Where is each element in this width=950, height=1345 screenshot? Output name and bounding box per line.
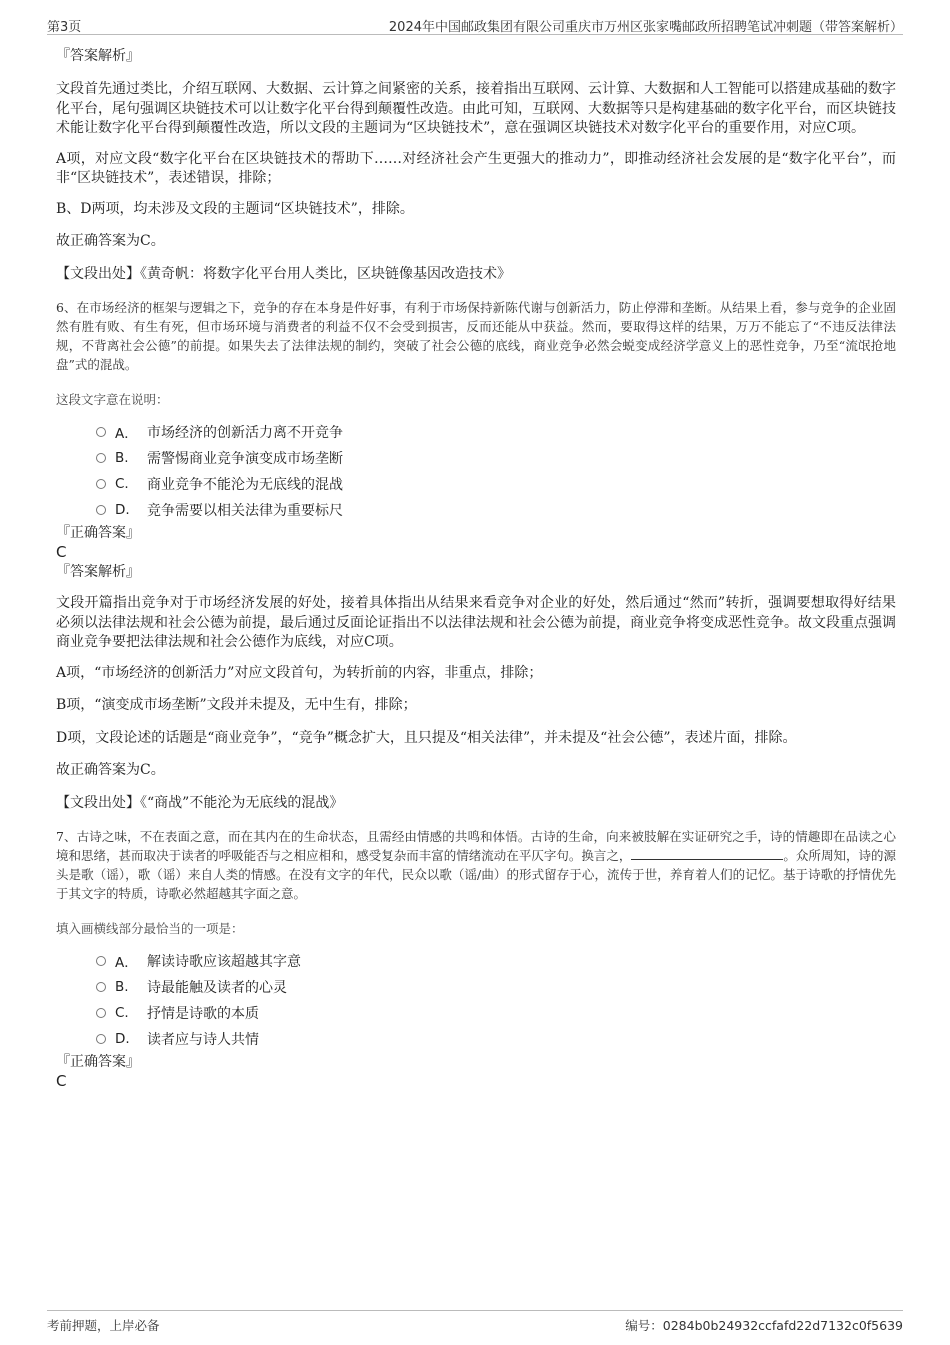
analysis-paragraph: A项，“市场经济的创新活力”对应文段首句，为转折前的内容，非重点，排除； xyxy=(56,664,543,681)
radio-icon[interactable] xyxy=(96,505,106,515)
option-label: D. xyxy=(115,502,130,518)
radio-icon[interactable] xyxy=(96,1008,106,1018)
analysis-paragraph: 文段首先通过类比，介绍互联网、大数据、云计算之间紧密的关系，接着指出互联网、云计算、大数据和人工智能可以搭建成基础的数字化平台，尾句强调区块链技术可以让数字化平台得到颠覆性改造。由此可知，互联网、大数据等只是构建基础的数字化平台，而区块链技术能让数字化平台得到颠覆性改造，所以文段的主题词为“区块链技术”，意在强调区块链技术对数字化平台的重要作用，对应C项。 xyxy=(56,81,896,136)
analysis-tag: 『答案解析』 xyxy=(56,48,140,64)
option-label: A． xyxy=(115,426,138,442)
page-content xyxy=(56,46,896,1091)
option-list xyxy=(56,419,896,523)
option-text: 商业竞争不能沦为无底线的混战 xyxy=(147,477,343,493)
option-c[interactable] xyxy=(96,471,896,497)
option-text: 读者应与诗人共情 xyxy=(147,1032,259,1048)
radio-icon[interactable] xyxy=(96,1034,106,1044)
radio-icon[interactable] xyxy=(96,982,106,992)
correct-answer: C xyxy=(56,1072,67,1090)
option-label: B. xyxy=(115,450,129,466)
option-d[interactable] xyxy=(96,1026,896,1052)
page-header xyxy=(47,14,903,35)
analysis-paragraph: B、D两项，均未涉及文段的主题词“区块链技术”，排除。 xyxy=(56,200,414,217)
correct-answer-tag: 『正确答案』 xyxy=(56,525,140,541)
radio-icon[interactable] xyxy=(96,956,106,966)
question-stem xyxy=(56,827,896,903)
option-c[interactable] xyxy=(96,1000,896,1026)
option-label: C. xyxy=(115,476,129,492)
document-id: 编号：0284b0b24932ccfafd22d7132c0f5639 xyxy=(625,1318,903,1333)
option-d[interactable] xyxy=(96,497,896,523)
radio-icon[interactable] xyxy=(96,453,106,463)
option-b[interactable] xyxy=(96,445,896,471)
analysis-conclusion: 故正确答案为C。 xyxy=(56,762,165,778)
analysis-tag: 『答案解析』 xyxy=(56,564,140,580)
correct-answer: C xyxy=(56,543,67,561)
option-text: 竞争需要以相关法律为重要标尺 xyxy=(147,503,343,519)
analysis-paragraph: 文段开篇指出竞争对于市场经济发展的好处，接着具体指出从结果来看竞争对企业的好处，然后通过“然而”转折，强调要想取得好结果必须以法律法规和社会公德为前提，最后通过反面论证指出不以法律法规和社会公德为前提，商业竞争将变成恶性竞争。故文段重点强调商业竞争要把法律法规和社会公德作为底线，对应C项。 xyxy=(56,595,896,650)
radio-icon[interactable] xyxy=(96,479,106,489)
source-citation: 【文段出处】《黄奇帆：将数字化平台用人类比，区块链像基因改造技术》 xyxy=(56,265,511,282)
option-label: A． xyxy=(115,955,138,971)
correct-answer-tag: 『正确答案』 xyxy=(56,1054,140,1070)
question-prompt: 填入画横线部分最恰当的一项是： xyxy=(56,921,244,936)
document-title: 2024年中国邮政集团有限公司重庆市万州区张家嘴邮政所招聘笔试冲刺题（带答案解析） xyxy=(388,20,903,35)
option-label: B. xyxy=(115,979,129,995)
question-stem: 6、在市场经济的框架与逻辑之下，竞争的存在本身是件好事，有利于市场保持新陈代谢与创新活力，防止停滞和垄断。从结果上看，参与竞争的企业固然有胜有败、有生有死，但市场环境与消费者的利益不仅不会受到损害，反而还能从中获益。然而，要取得这样的结果，万万不能忘了“不违反法律法规，不背离社会公德”的前提。如果失去了法律法规的制约，突破了社会公德的底线，商业竞争必然会蜕变成经济学意义上的恶性竞争，乃至“流氓抢地盘”式的混战。 xyxy=(56,300,896,372)
source-citation: 【文段出处】《“商战”不能沦为无底线的混战》 xyxy=(56,794,344,811)
option-label: C. xyxy=(115,1005,129,1021)
question-stem-part: 7、古诗之味，不在表面之意，而在其内在的生命状态，且需经由情感的共鸣和体悟。古诗的生命，向来被肢解在实证研究之手，诗的情趣即在品读之心境和思绪，甚而取决于读者的呼吸能否与之相应相和，感受复杂而丰富的情绪流动在平仄字句。换言之， xyxy=(56,829,896,863)
option-a[interactable] xyxy=(96,948,896,974)
page-footer xyxy=(47,1310,903,1335)
option-text: 市场经济的创新活力离不开竞争 xyxy=(147,425,343,441)
radio-icon[interactable] xyxy=(96,427,106,437)
analysis-paragraph: D项，文段论述的话题是“商业竞争”，“竞争”概念扩大，且只提及“相关法律”，并未提及“社会公德”，表述片面，排除。 xyxy=(56,729,797,746)
option-text: 抒情是诗歌的本质 xyxy=(147,1006,259,1022)
footer-slogan: 考前押题，上岸必备 xyxy=(47,1318,160,1333)
option-list xyxy=(56,948,896,1052)
option-a[interactable] xyxy=(96,419,896,445)
analysis-paragraph: A项，对应文段“数字化平台在区块链技术的帮助下……对经济社会产生更强大的推动力”，即推动经济社会发展的是“数字化平台”，而非“区块链技术”，表述错误，排除； xyxy=(56,150,896,186)
question-stem-part: 。众所周知，诗的源头是歌（谣），歌（谣）来自人类的情感。在没有文字的年代，民众以歌（谣/曲）的形式留存于心，流传于世，养育着人们的记忆。基于诗歌的抒情优先于其文字的特质，诗歌必然超越其字面之意。 xyxy=(56,848,896,901)
option-text: 诗最能触及读者的心灵 xyxy=(147,980,287,996)
option-text: 解读诗歌应该超越其字意 xyxy=(147,954,301,970)
analysis-paragraph: B项，“演变成市场垄断”文段并未提及，无中生有，排除； xyxy=(56,697,417,713)
option-label: D. xyxy=(115,1031,130,1047)
analysis-conclusion: 故正确答案为C。 xyxy=(56,233,165,249)
fill-blank-line xyxy=(631,847,783,860)
option-b[interactable] xyxy=(96,974,896,1000)
option-text: 需警惕商业竞争演变成市场垄断 xyxy=(147,451,343,467)
page-number: 第3页 xyxy=(47,20,82,35)
question-prompt: 这段文字意在说明： xyxy=(56,392,169,407)
